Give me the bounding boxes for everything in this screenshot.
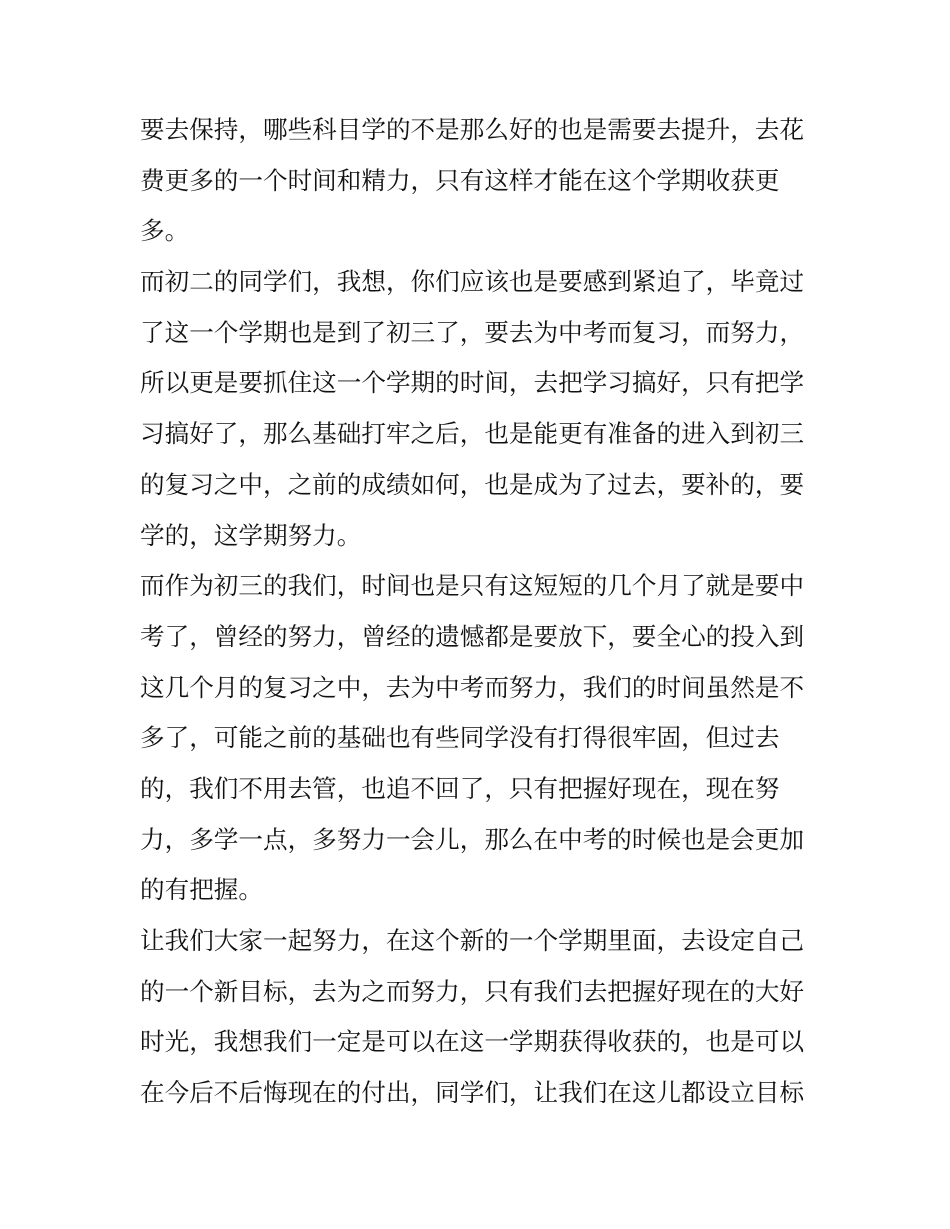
- text-line: 力，多学一点，多努力一会儿，那么在中考的时候也是会更加: [140, 824, 805, 854]
- text-line: 了这一个学期也是到了初三了，要去为中考而复习，而努力，: [140, 317, 805, 347]
- text-line: 的，我们不用去管，也追不回了，只有把握好现在，现在努: [140, 773, 780, 803]
- text-line: 所以更是要抓住这一个学期的时间，去把学习搞好，只有把学: [140, 368, 805, 398]
- body-text: [140, 105, 820, 1119]
- text-line: 这几个月的复习之中，去为中考而努力，我们的时间虽然是不: [140, 672, 805, 702]
- text-line: 多了，可能之前的基础也有些同学没有打得很牢固，但过去: [140, 723, 780, 753]
- text-line: 在今后不后悔现在的付出，同学们，让我们在这儿都设立目标: [140, 1078, 805, 1108]
- text-line: 考了，曾经的努力，曾经的遗憾都是要放下，要全心的投入到: [140, 621, 805, 651]
- text-line: 要去保持，哪些科目学的不是那么好的也是需要去提升，去花: [140, 115, 805, 144]
- text-line: 时光，我想我们一定是可以在这一学期获得收获的，也是可以: [140, 1027, 805, 1057]
- text-line: 学的，这学期努力。: [140, 520, 362, 550]
- text-line: 费更多的一个时间和精力，只有这样才能在这个学期收获更: [140, 165, 780, 195]
- text-line: 让我们大家一起努力，在这个新的一个学期里面，去设定自己: [140, 926, 805, 955]
- text-line: 而作为初三的我们，时间也是只有这短短的几个月了就是要中: [140, 571, 805, 601]
- text-line: 而初二的同学们，我想，你们应该也是要感到紧迫了，毕竟过: [140, 267, 805, 297]
- text-line: 多。: [140, 216, 190, 246]
- text-line: 习搞好了，那么基础打牢之后，也是能更有准备的进入到初三: [140, 419, 805, 449]
- text-line: 的一个新目标，去为之而努力，只有我们去把握好现在的大好: [140, 976, 805, 1006]
- text-line: 的复习之中，之前的成绩如何，也是成为了过去，要补的，要: [140, 469, 805, 499]
- text-line: 的有把握。: [140, 875, 263, 905]
